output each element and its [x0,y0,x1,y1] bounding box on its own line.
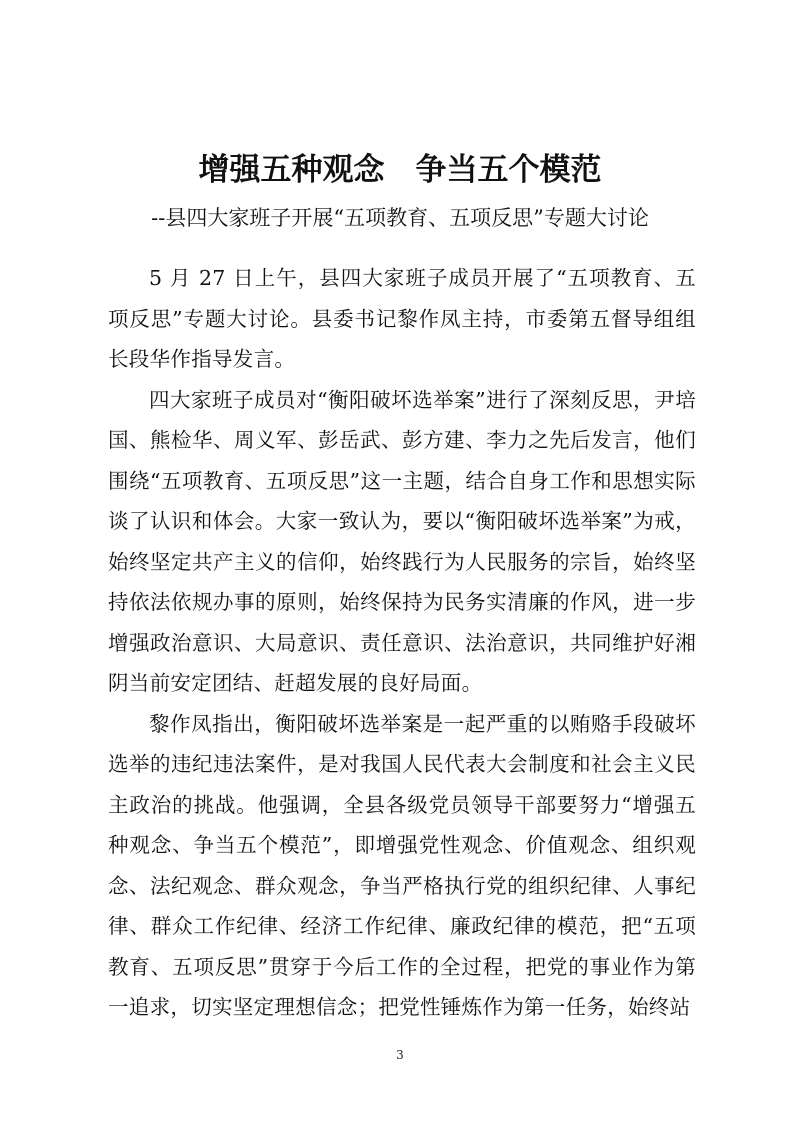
paragraph-2: 四大家班子成员对“衡阳破坏选举案”进行了深刻反思，尹培国、熊检华、周义军、彭岳武、彭方建、李力之先后发言，他们围绕“五项教育、五项反思”这一主题，结合自身工作和思想实际谈了认识和体会。大家一致认为，要以“衡阳破坏选举案”为戒，始终坚定共产主义的信仰，始终践行为人民服务的宗旨，始终坚持依法依规办事的原则，始终保持为民务实清廉的作风，进一步增强政治意识、大局意识、责任意识、法治意识，共同维护好湘阴当前安定团结、赶超发展的良好局面。 [108,387,696,695]
paragraph-3: 黎作凤指出，衡阳破坏选举案是一起严重的以贿赂手段破坏选举的违纪违法案件，是对我国人民代表大会制度和社会主义民主政治的挑战。他强调，全县各级党员领导干部要努力“增强五种观念、争当五个模范”，即增强党性观念、价值观念、组织观念、法纪观念、群众观念，争当严格执行党的组织纪律、人事纪律、群众工作纪律、经济工作纪律、廉政纪律的模范，把“五项教育、五项反思”贯穿于今后工作的全过程，把党的事业作为第一追求，切实坚定理想信念；把党性锤炼作为第一任务，始终站 [108,711,696,1019]
document-title: 增强五种观念 争当五个模范 [198,152,602,188]
page-number: 3 [396,1048,404,1062]
document-body [108,258,696,1028]
paragraph-1: 5 月 27 日上午，县四大家班子成员开展了“五项教育、五项反思”专题大讨论。县委书记黎作凤主持，市委第五督导组组长段华作指导发言。 [108,266,696,371]
document-subtitle: --县四大家班子开展“五项教育、五项反思”专题大讨论 [151,206,649,230]
